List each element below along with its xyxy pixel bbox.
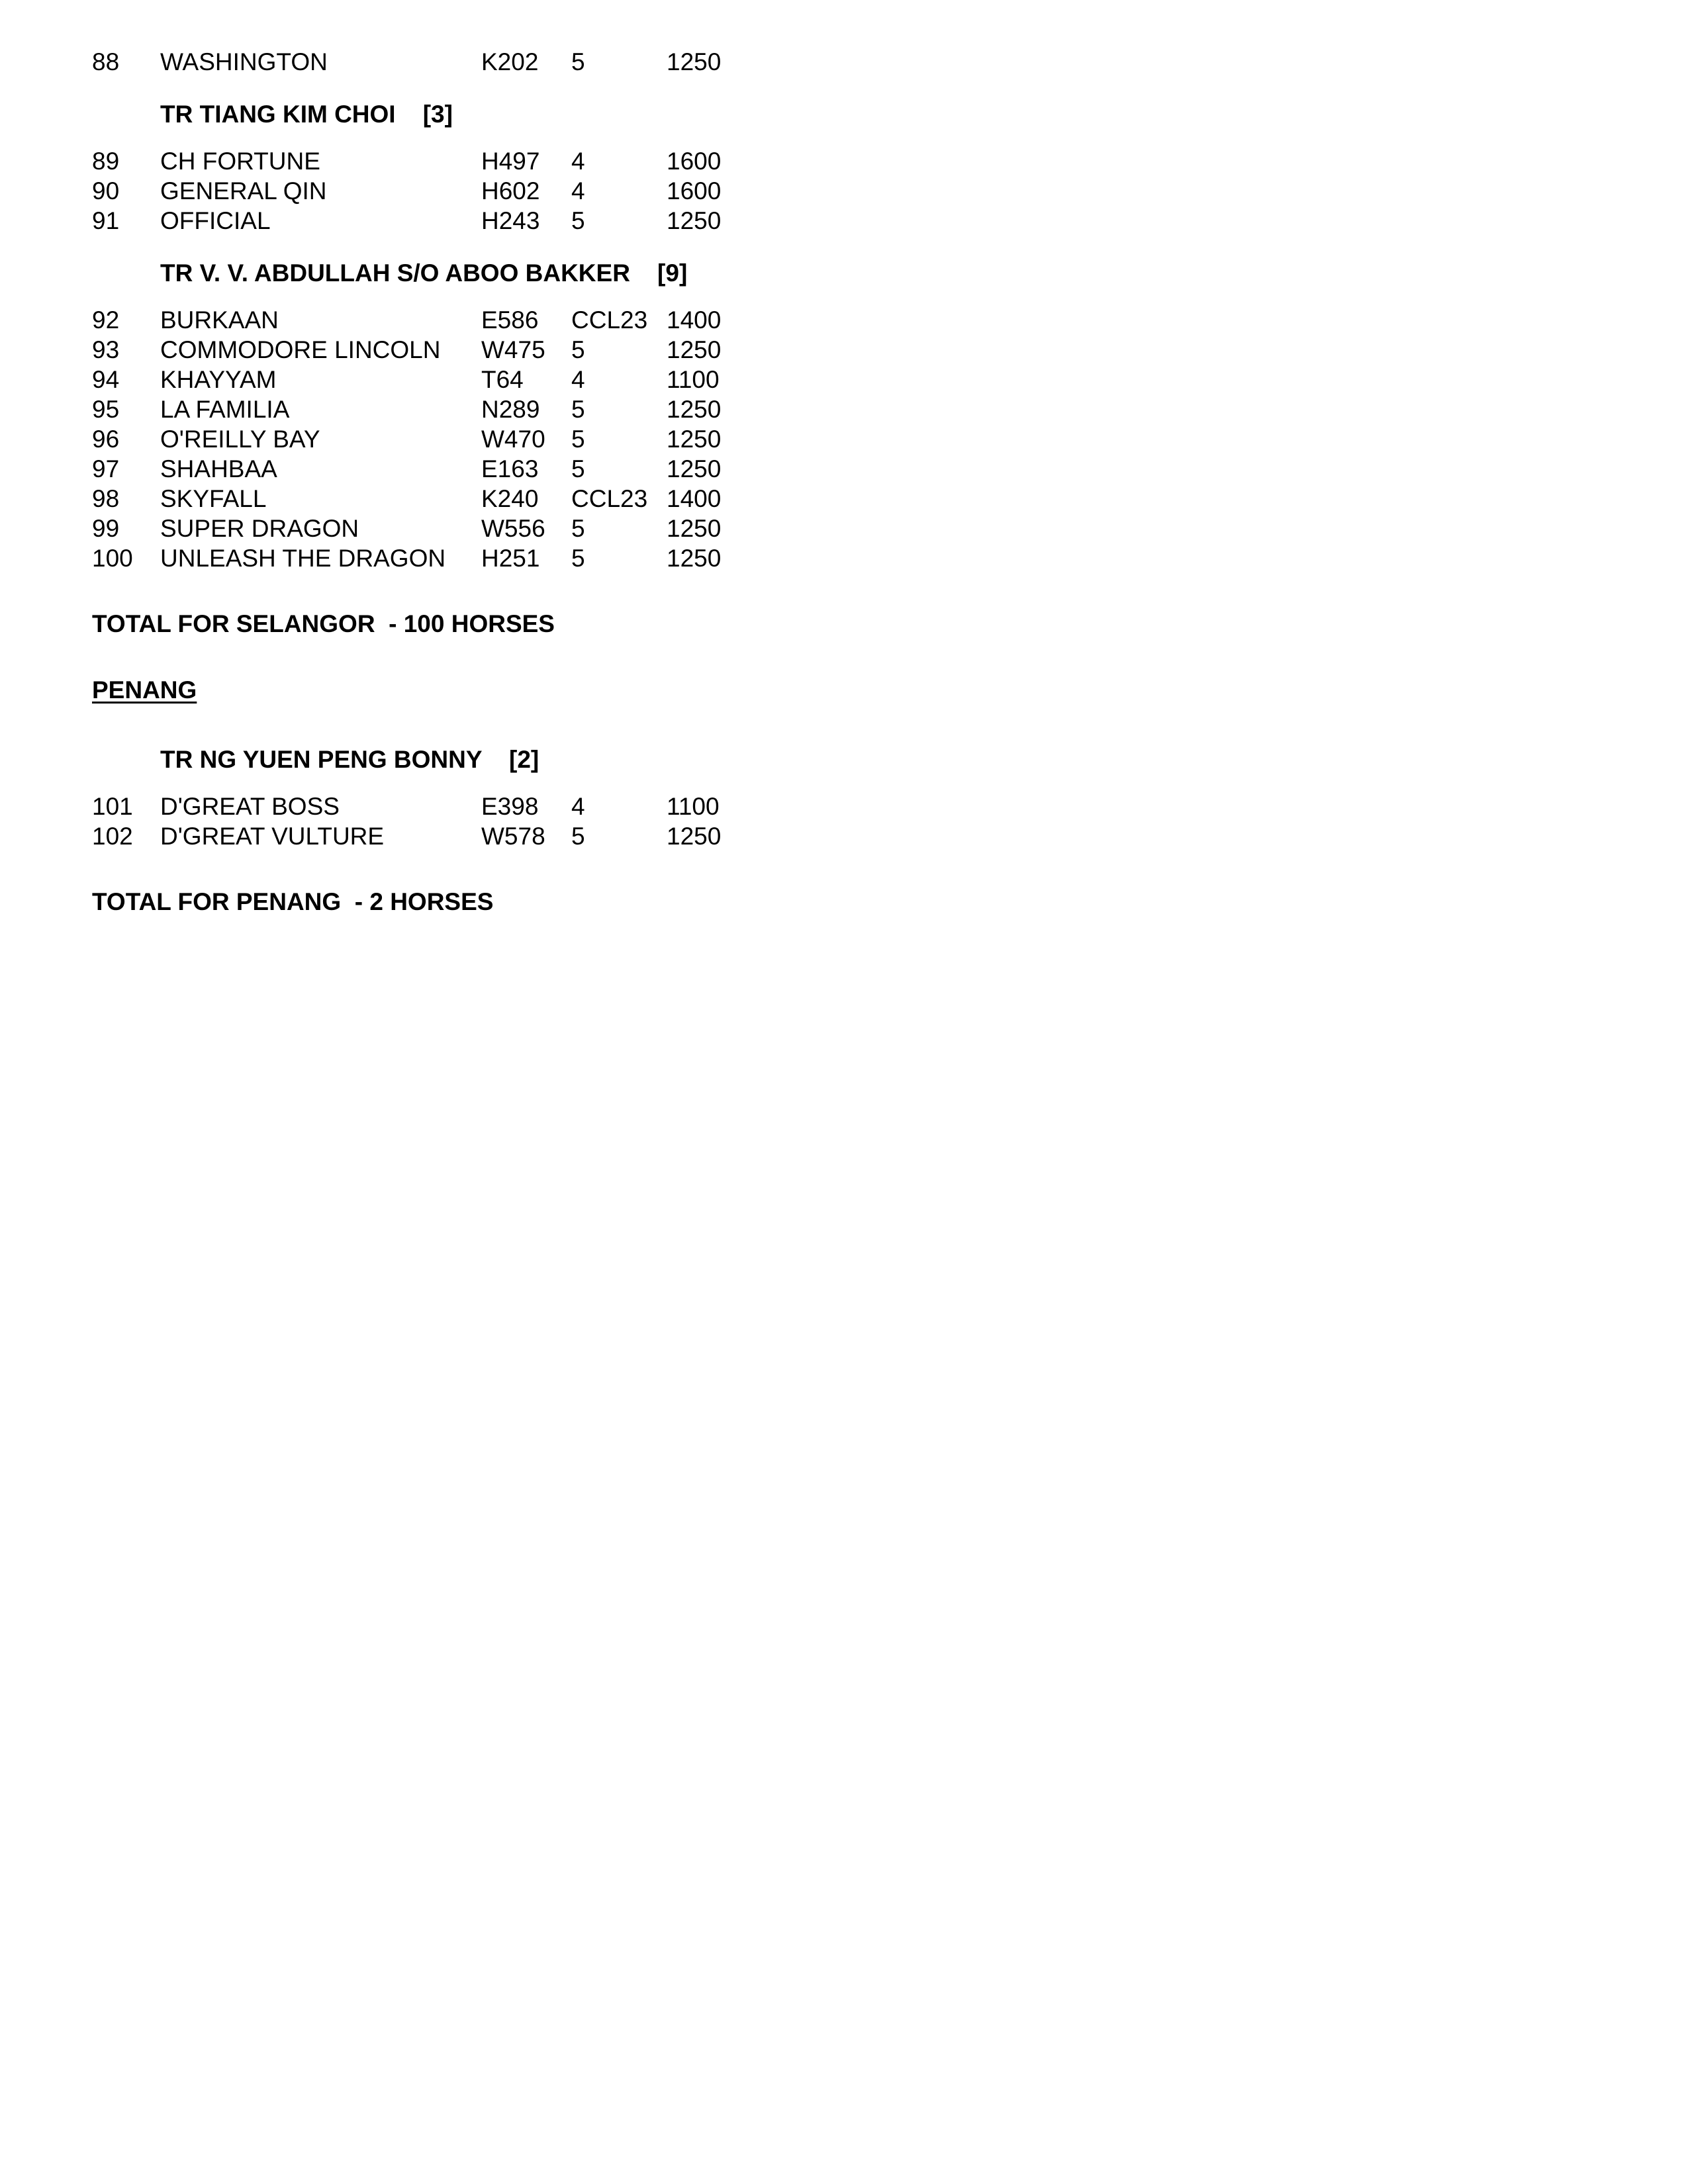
horse-code: N289 bbox=[481, 396, 540, 423]
horse-code: H602 bbox=[481, 177, 540, 205]
horse-number: 99 bbox=[92, 515, 120, 542]
horse-number: 90 bbox=[92, 177, 120, 205]
horse-number: 101 bbox=[92, 793, 133, 820]
horse-distance: 1600 bbox=[667, 148, 722, 175]
section-title-penang: PENANG bbox=[92, 676, 197, 704]
horse-name: BURKAAN bbox=[160, 306, 279, 334]
trainer-heading: TR NG YUEN PENG BONNY [2] bbox=[160, 746, 539, 773]
horse-distance: 1250 bbox=[667, 426, 722, 453]
horse-name: KHAYYAM bbox=[160, 366, 277, 393]
horse-name: GENERAL QIN bbox=[160, 177, 327, 205]
horse-name: SHAHBAA bbox=[160, 455, 277, 482]
horse-code: K202 bbox=[481, 48, 539, 75]
horse-class: 4 bbox=[571, 177, 585, 205]
horse-code: T64 bbox=[481, 366, 524, 393]
horse-number: 95 bbox=[92, 396, 120, 423]
horse-number: 93 bbox=[92, 336, 120, 363]
horse-distance: 1250 bbox=[667, 515, 722, 542]
horse-distance: 1250 bbox=[667, 396, 722, 423]
horse-distance: 1400 bbox=[667, 485, 722, 512]
horse-class: 5 bbox=[571, 426, 585, 453]
horse-distance: 1600 bbox=[667, 177, 722, 205]
horse-number: 92 bbox=[92, 306, 120, 334]
horse-code: W470 bbox=[481, 426, 545, 453]
horse-class: 5 bbox=[571, 396, 585, 423]
horse-code: H251 bbox=[481, 545, 540, 572]
horse-number: 102 bbox=[92, 823, 133, 850]
horse-code: W475 bbox=[481, 336, 545, 363]
horse-code: K240 bbox=[481, 485, 539, 512]
horse-number: 89 bbox=[92, 148, 120, 175]
horse-class: 4 bbox=[571, 793, 585, 820]
horse-distance: 1250 bbox=[667, 207, 722, 234]
trainer-heading: TR TIANG KIM CHOI [3] bbox=[160, 101, 453, 128]
horse-code: H243 bbox=[481, 207, 540, 234]
horse-class: 4 bbox=[571, 148, 585, 175]
selangor-total: TOTAL FOR SELANGOR - 100 HORSES bbox=[92, 610, 555, 637]
horse-code: W556 bbox=[481, 515, 545, 542]
horse-number: 100 bbox=[92, 545, 133, 572]
penang-total: TOTAL FOR PENANG - 2 HORSES bbox=[92, 888, 494, 915]
horse-class: 5 bbox=[571, 207, 585, 234]
horse-name: WASHINGTON bbox=[160, 48, 328, 75]
horse-name: SUPER DRAGON bbox=[160, 515, 359, 542]
horse-distance: 1100 bbox=[667, 366, 720, 393]
horse-distance: 1250 bbox=[667, 48, 722, 75]
horse-name: OFFICIAL bbox=[160, 207, 271, 234]
horse-name: COMMODORE LINCOLN bbox=[160, 336, 441, 363]
horse-name: D'GREAT BOSS bbox=[160, 793, 340, 820]
horse-distance: 1100 bbox=[667, 793, 720, 820]
horse-distance: 1250 bbox=[667, 455, 722, 482]
horse-number: 96 bbox=[92, 426, 120, 453]
horse-number: 97 bbox=[92, 455, 120, 482]
horse-distance: 1250 bbox=[667, 823, 722, 850]
trainer-heading: TR V. V. ABDULLAH S/O ABOO BAKKER [9] bbox=[160, 259, 688, 287]
horse-name: UNLEASH THE DRAGON bbox=[160, 545, 446, 572]
horse-code: W578 bbox=[481, 823, 545, 850]
horse-code: E398 bbox=[481, 793, 539, 820]
horse-class: 5 bbox=[571, 823, 585, 850]
horse-name: SKYFALL bbox=[160, 485, 267, 512]
horse-class: 5 bbox=[571, 545, 585, 572]
horse-number: 91 bbox=[92, 207, 120, 234]
horse-name: LA FAMILIA bbox=[160, 396, 290, 423]
horse-name: O'REILLY BAY bbox=[160, 426, 320, 453]
horse-class: CCL23 bbox=[571, 306, 648, 334]
horse-class: 4 bbox=[571, 366, 585, 393]
horse-number: 94 bbox=[92, 366, 120, 393]
horse-number: 98 bbox=[92, 485, 120, 512]
horse-code: E586 bbox=[481, 306, 539, 334]
horse-class: CCL23 bbox=[571, 485, 648, 512]
horse-name: D'GREAT VULTURE bbox=[160, 823, 385, 850]
horse-distance: 1400 bbox=[667, 306, 722, 334]
horse-class: 5 bbox=[571, 336, 585, 363]
horse-class: 5 bbox=[571, 455, 585, 482]
horse-distance: 1250 bbox=[667, 336, 722, 363]
horse-distance: 1250 bbox=[667, 545, 722, 572]
horse-name: CH FORTUNE bbox=[160, 148, 320, 175]
horse-code: E163 bbox=[481, 455, 539, 482]
horse-class: 5 bbox=[571, 48, 585, 75]
horse-number: 88 bbox=[92, 48, 120, 75]
horse-class: 5 bbox=[571, 515, 585, 542]
horse-code: H497 bbox=[481, 148, 540, 175]
